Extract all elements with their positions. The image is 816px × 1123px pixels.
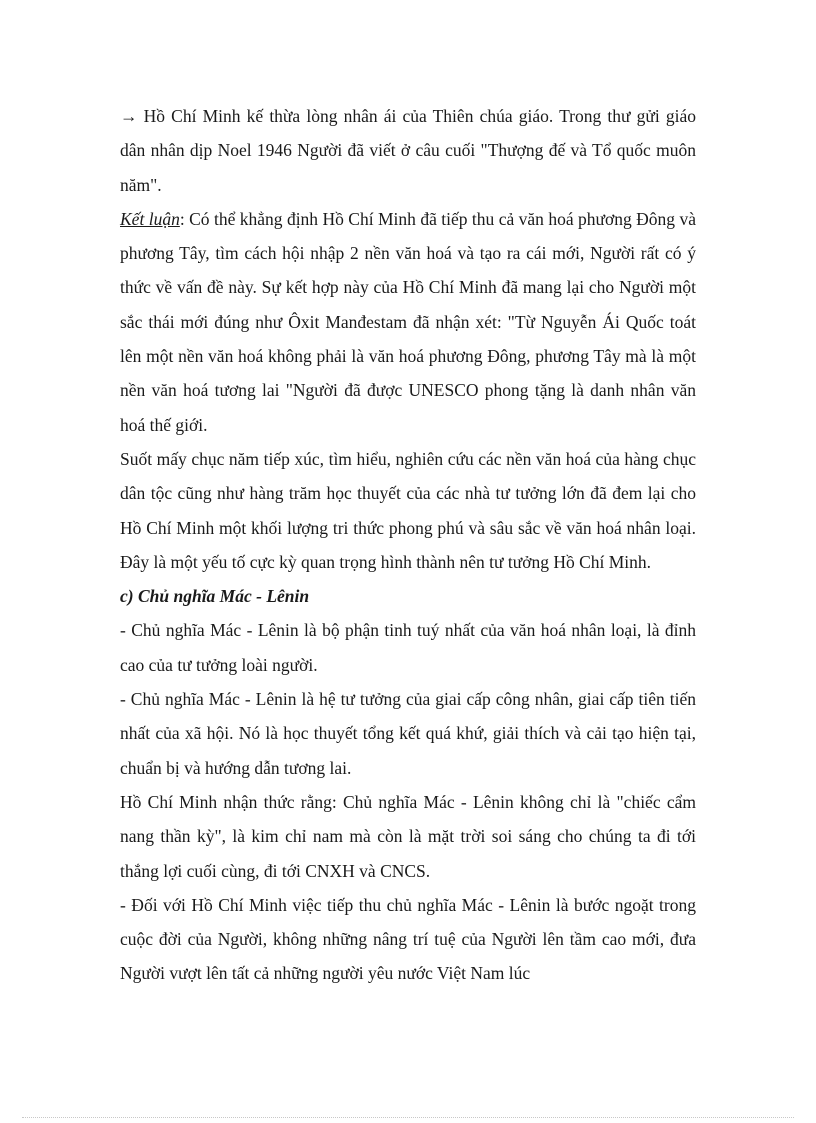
paragraph-3: Suốt mấy chục năm tiếp xúc, tìm hiểu, nghiên cứu các nền văn hoá của hàng chục dân tộc cũng như hàng trăm học thuyết của các nhà tư tưởng lớn đã đem lại cho Hồ Chí Minh một khối lượng tri thức phong phú và sâu sắc về văn hoá nhân loại. Đây là một yếu tố cực kỳ quan trọng hình thành nên tư tưởng Hồ Chí Minh. [120,448,696,572]
document-page [120,99,696,991]
conclusion-text: : Có thể khẳng định Hồ Chí Minh đã tiếp thu cả văn hoá phương Đông và phương Tây, tìm cách hội nhập 2 nền văn hoá và tạo ra cái mới, Người rất có ý thức về vấn đề này. Sự kết hợp này của Hồ Chí Minh đã mang lại cho Người một sắc thái mới đúng như Ôxit Manđestam đã nhận xét: "Từ Nguyễn Ái Quốc toát lên một nền văn hoá không phải là văn hoá phương Đông, phương Tây mà là một nền văn hoá tương lai "Người đã được UNESCO phong tặng là danh nhân văn hoá thế giới. [120,208,696,435]
paragraph-5: - Chủ nghĩa Mác - Lênin là hệ tư tưởng của giai cấp công nhân, giai cấp tiên tiến nhất của xã hội. Nó là học thuyết tổng kết quá khứ, giải thích và cải tạo hiện tại, chuẩn bị và hướng dẫn tương lai. [120,689,696,778]
paragraph-conclusion [120,202,696,442]
paragraph-4: - Chủ nghĩa Mác - Lênin là bộ phận tinh tuý nhất của văn hoá nhân loại, là đỉnh cao của tư tưởng loài người. [120,620,696,675]
page-bottom-rule [22,1117,794,1118]
paragraph-1 [120,99,696,202]
paragraph-6: Hồ Chí Minh nhận thức rằng: Chủ nghĩa Mác - Lênin không chỉ là "chiếc cẩm nang thần kỳ", là kim chỉ nam mà còn là mặt trời soi sáng cho chúng ta đi tới thắng lợi cuối cùng, đi tới CNXH và CNCS. [120,791,696,881]
paragraph-1-text: → Hồ Chí Minh kế thừa lòng nhân ái của Thiên chúa giáo. Trong thư gửi giáo dân nhân dịp Noel 1946 Người đã viết ở câu cuối "Thượng đế và Tổ quốc muôn năm". [120,106,696,195]
conclusion-label: Kết luận [120,208,180,229]
section-heading: c) Chủ nghĩa Mác - Lênin [120,586,310,607]
paragraph-7: - Đối với Hồ Chí Minh việc tiếp thu chủ nghĩa Mác - Lênin là bước ngoặt trong cuộc đời của Người, không những nâng trí tuệ của Người lên tầm cao mới, đưa Người vượt lên tất cả những người yêu nước Việt Nam lúc [120,894,696,984]
